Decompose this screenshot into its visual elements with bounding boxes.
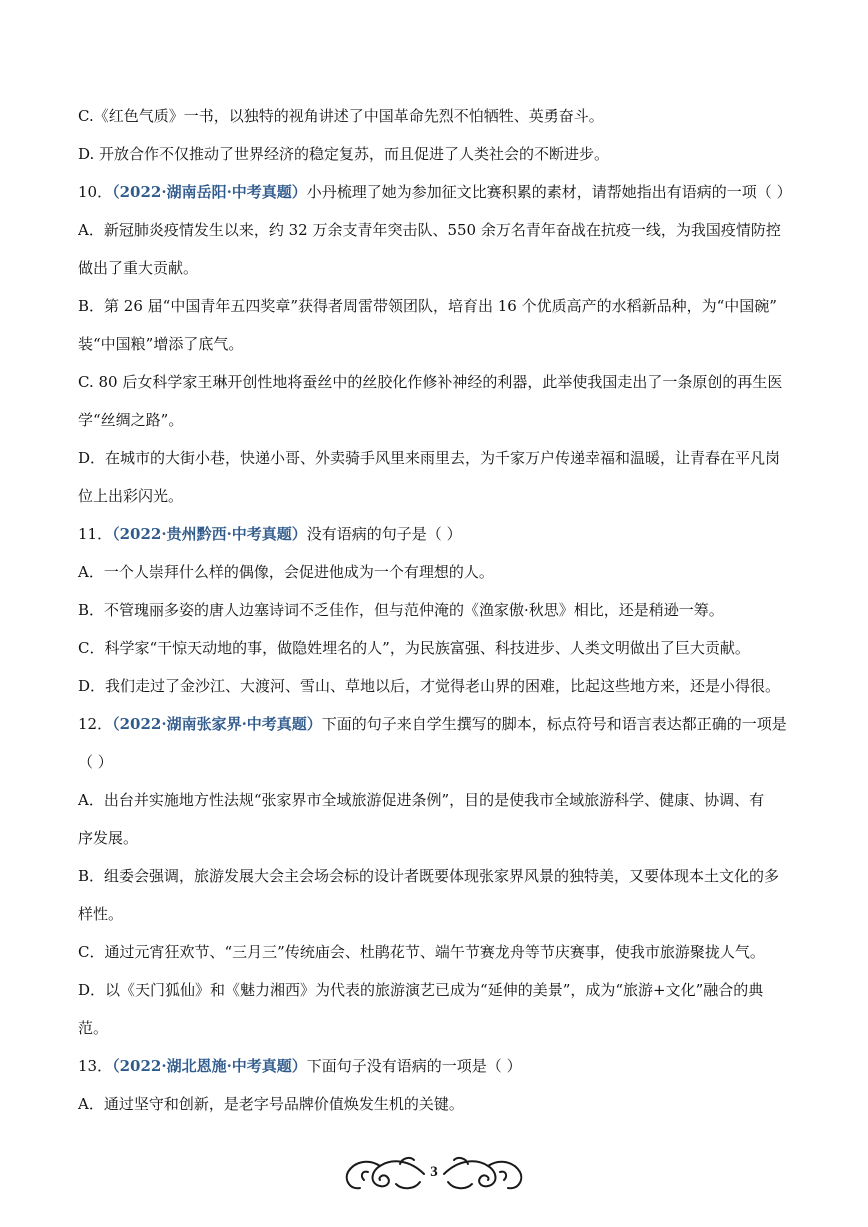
question-source: （2022·湖南岳阳·中考真题） [112,183,307,201]
question-number: 12． [78,715,113,733]
option-text-line: B．组委会强调，旅游发展大会主会场会标的设计者既要体现张家界风景的独特美，又要体现本土文化的多 [78,867,780,885]
option-text-line: A．出台并实施地方性法规“张家界市全域旅游促进条例”，目的是使我市全域旅游科学、健康、协调、有 [78,791,765,809]
option-text-line: 范。 [78,1019,109,1037]
option-c-q9: C.《红色气质》一书，以独特的视角讲述了中国革命先烈不怕牺牲、英勇奋斗。 [78,107,604,125]
option-text-line: 样性。 [78,905,124,923]
question-text: 小丹梳理了她为参加征文比赛积累的素材，请帮她指出有语病的一项（ ） [306,183,792,201]
option-d-q9: D. 开放合作不仅推动了世界经济的稳定复苏，而且促进了人类社会的不断进步。 [78,145,610,163]
question-text: 下面句子没有语病的一项是（ ） [306,1057,522,1075]
option-text-line: B．第 26 届“中国青年五四奖章”获得者周雷带领团队，培育出 16 个优质高产的水稻新品种，为“中国碗” [78,297,777,315]
question-text: 没有语病的句子是（ ） [306,525,462,543]
question-number: 10． [78,183,113,201]
option-text-line: C. 80 后女科学家王琳开创性地将蚕丝中的丝胶化作修补神经的利器，此举使我国走出了一条原创的再生医 [78,373,783,391]
page-footer [0,1150,868,1200]
option-text-line: 装“中国粮”增添了底气。 [78,335,244,353]
q11-option-b: B．不管瑰丽多姿的唐人边塞诗词不乏佳作，但与范仲淹的《渔家傲·秋思》相比，还是稍逊一筹。 [78,601,724,619]
question-stem-line [78,714,794,734]
q12-option-d [78,980,794,1038]
option-text-line: 学“丝绸之路”。 [78,411,184,429]
page-content [78,106,794,1132]
option-text-line: 位上出彩闪光。 [78,487,184,505]
question-number: 13． [78,1057,113,1075]
question-10-stem [78,182,794,202]
q12-option-a [78,790,794,848]
option-text-line: D．在城市的大街小巷，快递小哥、外卖骑手风里来雨里去，为千家万户传递幸福和温暖，让青春在平凡岗 [78,449,781,467]
q10-option-b [78,296,794,354]
q11-option-d: D．我们走过了金沙江、大渡河、雪山、草地以后，才觉得老山界的困难，比起这些地方来，还是小得很。 [78,677,781,695]
q11-option-c: C．科学家“干惊天动地的事，做隐姓埋名的人”，为民族富强、科技进步、人类文明做出了巨大贡献。 [78,639,750,657]
option-text-line: 序发展。 [78,829,139,847]
question-number: 11． [78,525,113,543]
question-source: （2022·湖南张家界·中考真题） [112,715,322,733]
question-text: 下面的句子来自学生撰写的脚本，标点符号和语言表达都正确的一项是 [321,715,787,733]
option-text-line: 做出了重大贡献。 [78,259,199,277]
question-source: （2022·湖北恩施·中考真题） [112,1057,307,1075]
q10-option-d [78,448,794,506]
question-12-stem [78,714,794,772]
page-number: 3 [430,1164,438,1180]
q10-option-c [78,372,794,430]
question-11-stem [78,524,794,544]
q11-option-a: A．一个人崇拜什么样的偶像，会促进他成为一个有理想的人。 [78,563,494,581]
question-source: （2022·贵州黔西·中考真题） [112,525,307,543]
q13-option-a: A．通过坚守和创新，是老字号品牌价值焕发生机的关键。 [78,1095,464,1113]
question-13-stem [78,1056,794,1076]
option-text-line: D．以《天门狐仙》和《魅力湘西》为代表的旅游演艺已成为“延伸的美景”，成为“旅游+文化”融合的典 [78,981,764,999]
q10-option-a [78,220,794,278]
q12-option-b [78,866,794,924]
answer-parentheses: （ ） [78,753,113,771]
q12-option-c: C．通过元宵狂欢节、“三月三”传统庙会、杜鹃花节、端午节赛龙舟等节庆赛事，使我市旅游聚拢人气。 [78,943,765,961]
option-text-line: A．新冠肺炎疫情发生以来，约 32 万余支青年突击队、550 余万名青年奋战在抗疫一线，为我国疫情防控 [78,221,781,239]
